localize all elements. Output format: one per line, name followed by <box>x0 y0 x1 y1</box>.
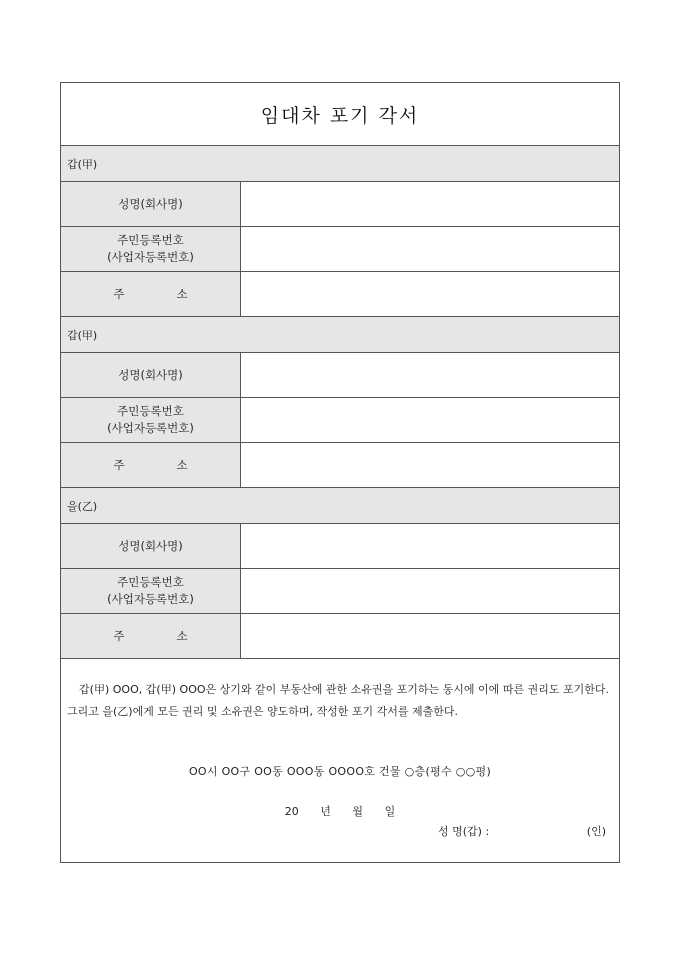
date-line <box>61 803 619 819</box>
address-label-2 <box>61 443 241 487</box>
id-label-line1: 주민등록번호 <box>117 575 184 589</box>
id-field-3[interactable] <box>241 569 619 613</box>
document-title: 임대차 포기 각서 <box>260 104 420 127</box>
id-field-2[interactable] <box>241 398 619 442</box>
signature-line <box>438 823 606 839</box>
address-label-1 <box>61 272 241 316</box>
month-label: 월 <box>352 805 364 818</box>
address-label-part1: 주 <box>113 457 125 472</box>
address-row-1 <box>61 272 619 317</box>
id-row-2 <box>61 398 619 443</box>
signature-label: 성 명(갑) : <box>438 825 490 838</box>
name-row-2 <box>61 353 619 398</box>
address-row-2 <box>61 443 619 488</box>
id-field-1[interactable] <box>241 227 619 271</box>
name-label-2: 성명(회사명) <box>61 353 241 397</box>
address-label-part2: 소 <box>176 457 188 472</box>
section-heading-eul: 을(乙) <box>61 488 619 524</box>
name-label-3: 성명(회사명) <box>61 524 241 568</box>
name-row-3 <box>61 524 619 569</box>
waiver-form <box>60 82 620 863</box>
id-label-1 <box>61 227 241 271</box>
day-label: 일 <box>384 805 396 818</box>
year-label: 년 <box>320 805 331 818</box>
name-row-1 <box>61 182 619 227</box>
property-address: OO시 OO구 OO동 OOO동 OOOO호 건물 ○층(평수 ○○평) <box>188 765 492 778</box>
name-field-1[interactable] <box>241 182 619 226</box>
statement-text: 갑(甲) OOO, 갑(甲) OOO은 상기와 같이 부동산에 관한 소유권을 포기하는 동시에 이에 따른 권리도 포기한다. 그리고 을(乙)에게 모든 권리 및 소유권은 양도하며, 작성한 포기 각서를 제출한다. <box>67 683 609 718</box>
id-label-2 <box>61 398 241 442</box>
name-field-2[interactable] <box>241 353 619 397</box>
id-row-3 <box>61 569 619 614</box>
address-row-3 <box>61 614 619 659</box>
id-label-3 <box>61 569 241 613</box>
id-label-line1: 주민등록번호 <box>117 404 184 418</box>
id-label-line2: (사업자등록번호) <box>107 592 194 606</box>
statement-area <box>61 659 619 862</box>
address-field-3[interactable] <box>241 614 619 658</box>
address-field-2[interactable] <box>241 443 619 487</box>
section-heading-gap-1: 갑(甲) <box>61 146 619 182</box>
id-label-line2: (사업자등록번호) <box>107 421 194 435</box>
id-row-1 <box>61 227 619 272</box>
id-label-line2: (사업자등록번호) <box>107 250 194 264</box>
seal-mark: (인) <box>586 825 606 838</box>
name-field-3[interactable] <box>241 524 619 568</box>
year-prefix: 20 <box>284 805 299 818</box>
address-label-part1: 주 <box>113 628 125 643</box>
address-field-1[interactable] <box>241 272 619 316</box>
name-label-1: 성명(회사명) <box>61 182 241 226</box>
address-label-3 <box>61 614 241 658</box>
title-row <box>61 83 619 146</box>
section-heading-gap-2: 갑(甲) <box>61 317 619 353</box>
address-label-part2: 소 <box>176 286 188 301</box>
id-label-line1: 주민등록번호 <box>117 233 184 247</box>
address-label-part1: 주 <box>113 286 125 301</box>
address-label-part2: 소 <box>176 628 188 643</box>
